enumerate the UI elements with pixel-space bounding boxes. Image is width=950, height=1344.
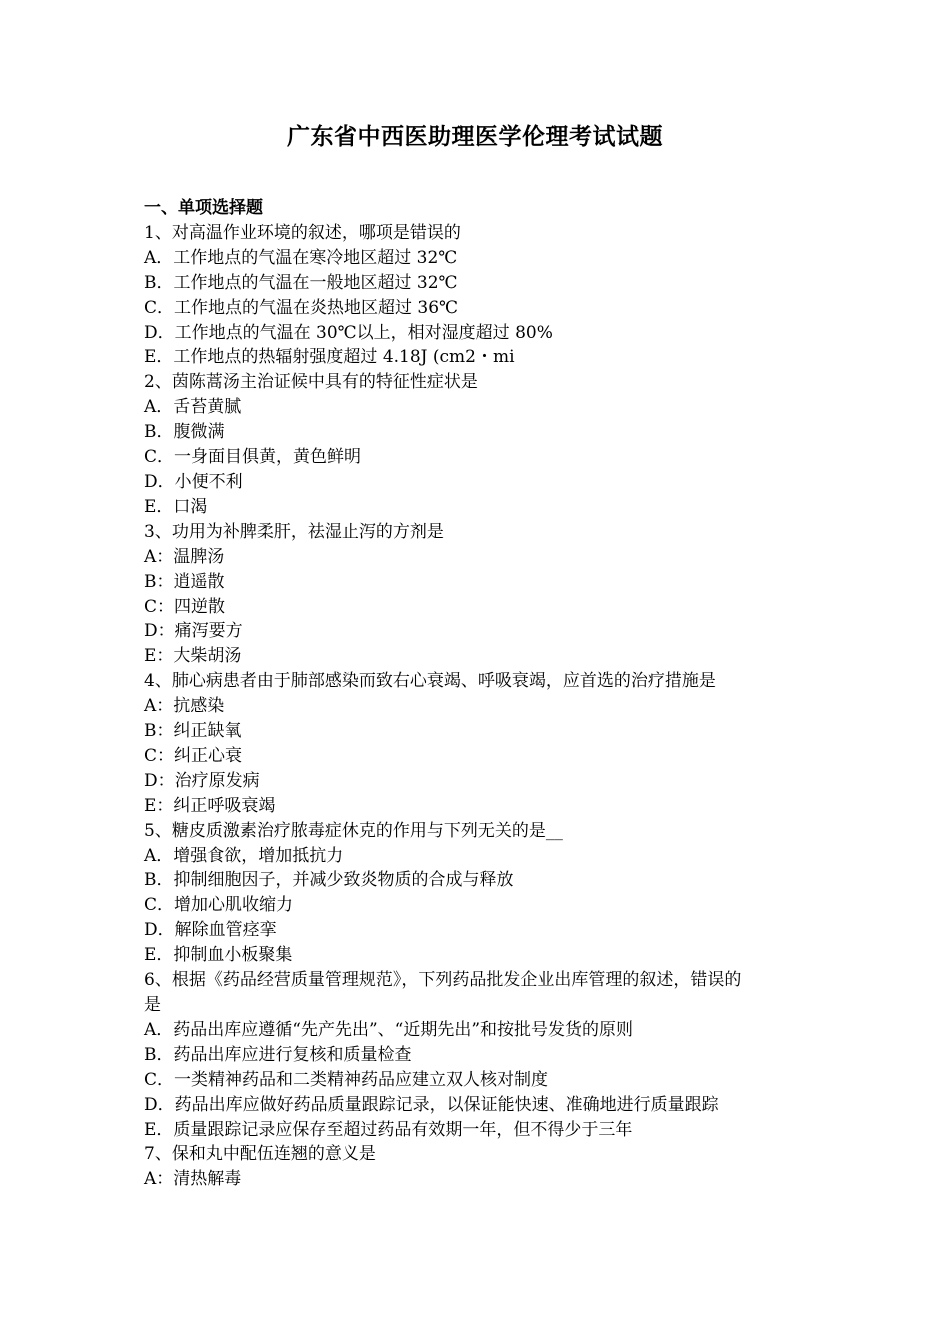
question-5-option-d: D．解除血管痉挛 [144,920,277,941]
question-3-option-d: D：痛泻要方 [144,621,243,642]
question-2-option-c: C．一身面目俱黄，黄色鲜明 [144,447,362,468]
question-3-option-e: E：大柴胡汤 [144,646,242,667]
question-6-stem-continued: 是 [144,995,161,1015]
question-1-option-a: A．工作地点的气温在寒冷地区超过 32℃ [144,247,458,268]
question-3-stem: 3、功用为补脾柔肝，祛湿止泻的方剂是 [144,521,444,542]
question-6-option-b: B．药品出库应进行复核和质量检查 [144,1044,412,1065]
question-1-option-d: D．工作地点的气温在 30℃以上，相对湿度超过 80% [144,322,553,343]
question-1-option-b: B．工作地点的气温在一般地区超过 32℃ [144,272,458,293]
document-body [144,196,824,1192]
question-4-option-e: E：纠正呼吸衰竭 [144,795,276,816]
question-1-option-e: E．工作地点的热辐射强度超过 4.18J (cm2・mi [144,347,515,368]
question-6-option-c: C．一类精神药品和二类精神药品应建立双人核对制度 [144,1069,549,1090]
question-1-option-c: C．工作地点的气温在炎热地区超过 36℃ [144,297,459,318]
question-2-option-d: D．小便不利 [144,471,243,492]
page-title: 广东省中西医助理医学伦理考试试题 [287,123,663,150]
question-4-option-d: D：治疗原发病 [144,770,260,791]
question-2-option-a: A．舌苔黄腻 [144,397,242,418]
question-4-option-b: B：纠正缺氧 [144,721,242,742]
question-3-option-a: A：温脾汤 [144,546,225,567]
question-6-option-e: E．质量跟踪记录应保存至超过药品有效期一年，但不得少于三年 [144,1119,633,1140]
question-2-option-b: B．腹微满 [144,422,225,443]
question-4-stem: 4、肺心病患者由于肺部感染而致右心衰竭、呼吸衰竭，应首选的治疗措施是 [144,671,716,692]
question-5-option-a: A．增强食欲，增加抵抗力 [144,845,344,866]
question-5-stem: 5、糖皮质激素治疗脓毒症休克的作用与下列无关的是__ [144,820,563,841]
question-7-stem: 7、保和丸中配伍连翘的意义是 [144,1144,376,1165]
question-2-option-e: E．口渴 [144,496,208,517]
question-3-option-c: C：四逆散 [144,596,226,617]
question-7-option-a: A：清热解毒 [144,1169,242,1190]
question-5-option-e: E．抑制血小板聚集 [144,945,293,966]
question-1-stem: 1、对高温作业环境的叙述，哪项是错误的 [144,222,461,243]
question-2-stem: 2、茵陈蒿汤主治证候中具有的特征性症状是 [144,372,478,393]
question-4-option-c: C：纠正心衰 [144,745,243,766]
section-heading: 一、单项选择题 [144,198,263,218]
question-6-option-a: A．药品出库应遵循“先产先出”、“近期先出”和按批号发货的原则 [144,1019,634,1040]
question-5-option-c: C．增加心肌收缩力 [144,895,294,916]
question-5-option-b: B．抑制细胞因子，并减少致炎物质的合成与释放 [144,870,514,891]
question-4-option-a: A：抗感染 [144,696,225,717]
question-3-option-b: B：逍遥散 [144,571,225,592]
question-6-option-d: D．药品出库应做好药品质量跟踪记录，以保证能快速、准确地进行质量跟踪 [144,1094,719,1115]
question-6-stem: 6、根据《药品经营质量管理规范》，下列药品批发企业出库管理的叙述，错误的 [144,970,742,991]
